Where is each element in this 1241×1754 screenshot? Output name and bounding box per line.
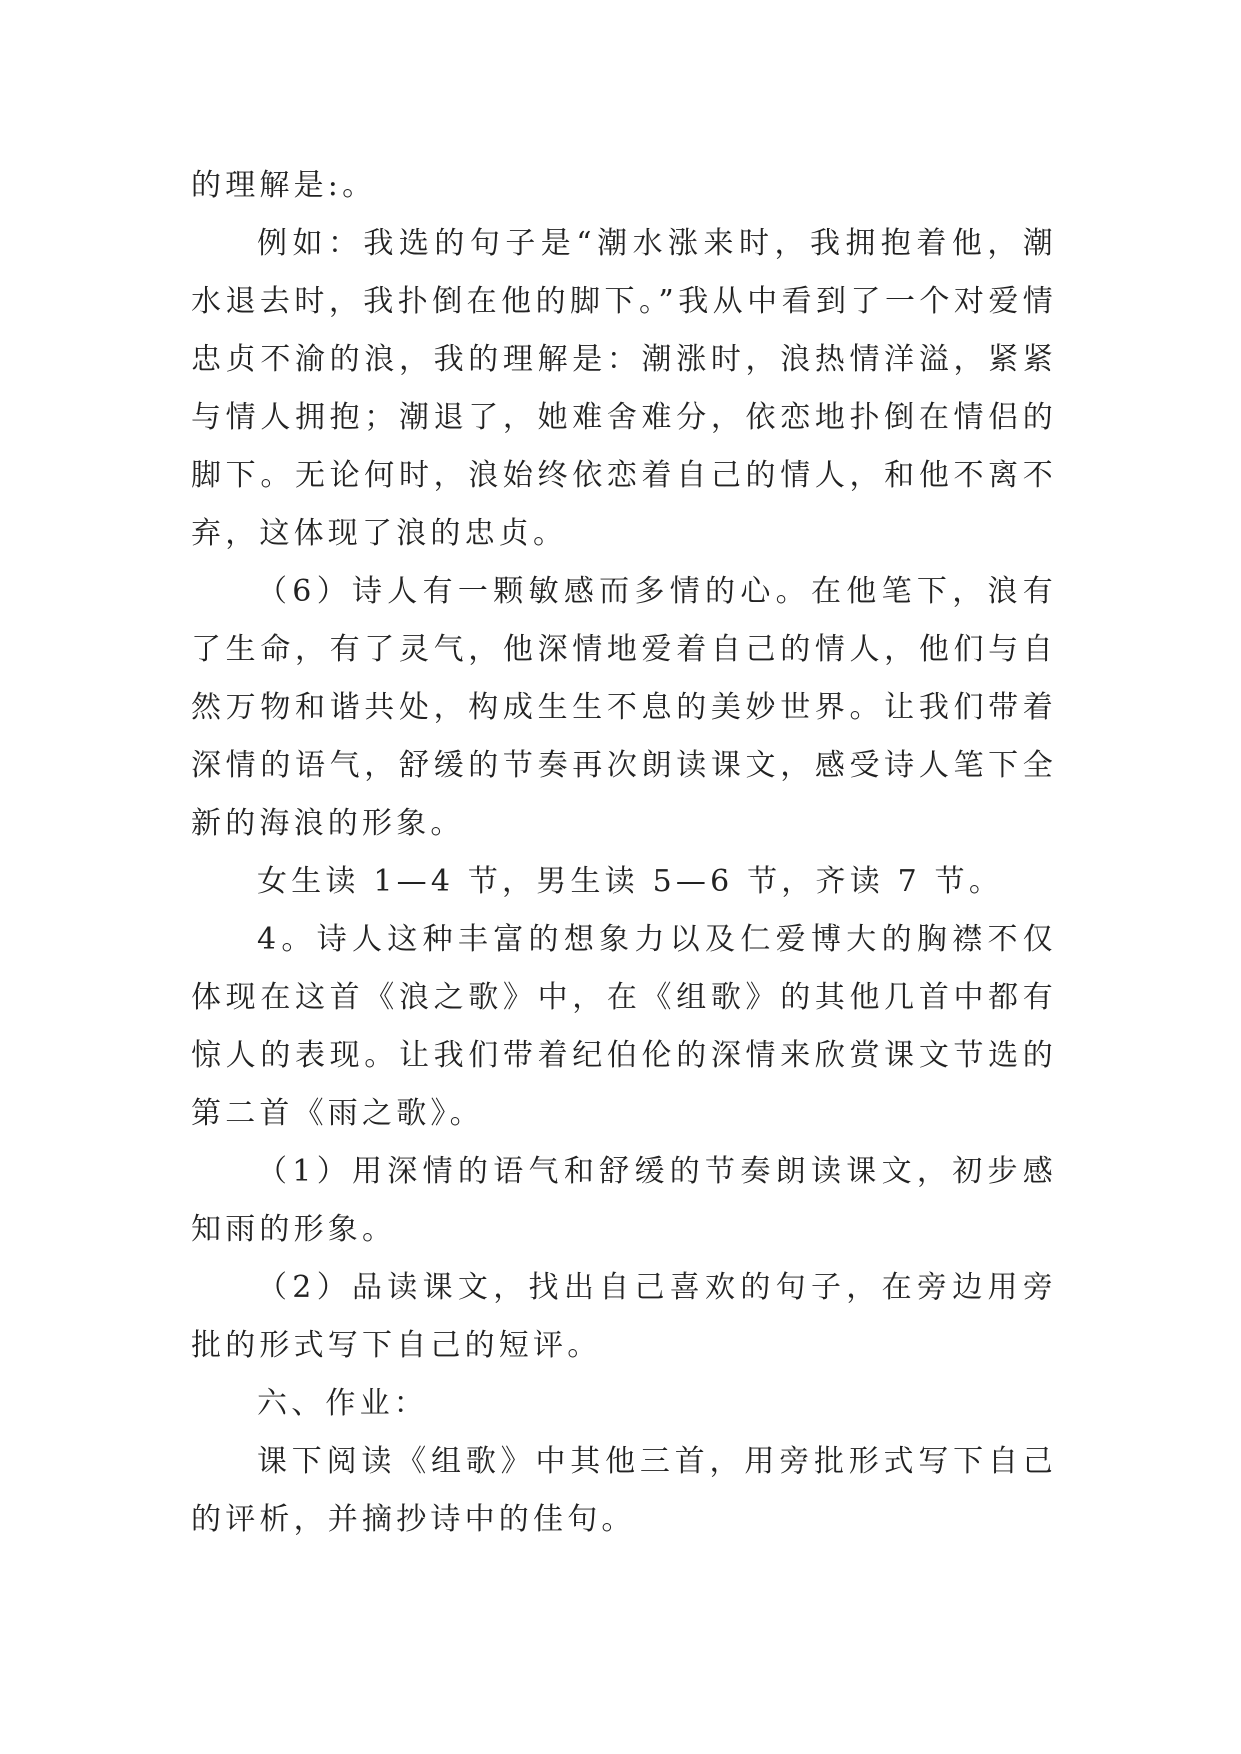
paragraph-7: （2）品读课文，找出自己喜欢的句子，在旁边用旁批的形式写下自己的短评。 xyxy=(191,1270,1057,1363)
paragraph-2: 例如：我选的句子是“潮水涨来时，我拥抱着他，潮水退去时，我扑倒在他的脚下。”我从中看到了一个对爱情忠贞不渝的浪，我的理解是：潮涨时，浪热情洋溢，紧紧与情人拥抱；潮退了，她难舍难分，依恋地扑倒在情侣的脚下。无论何时，浪始终依恋着自己的情人，和他不离不弃，这体现了浪的忠贞。 xyxy=(191,226,1057,551)
paragraph-6: （1）用深情的语气和舒缓的节奏朗读课文，初步感知雨的形象。 xyxy=(191,1154,1057,1247)
section-heading-homework: 六、作业： xyxy=(257,1386,428,1421)
paragraph-9: 课下阅读《组歌》中其他三首，用旁批形式写下自己的评析，并摘抄诗中的佳句。 xyxy=(191,1444,1057,1537)
paragraph-4: 女生读 1—4 节，男生读 5—6 节，齐读 7 节。 xyxy=(257,864,1004,899)
document-body xyxy=(191,157,1057,1549)
paragraph-1: 的理解是:。 xyxy=(191,168,377,203)
paragraph-5: 4。诗人这种丰富的想象力以及仁爱博大的胸襟不仅体现在这首《浪之歌》中，在《组歌》的其他几首中都有惊人的表现。让我们带着纪伯伦的深情来欣赏课文节选的第二首《雨之歌》。 xyxy=(191,922,1057,1131)
paragraph-3: （6）诗人有一颗敏感而多情的心。在他笔下，浪有了生命，有了灵气，他深情地爱着自己的情人，他们与自然万物和谐共处，构成生生不息的美妙世界。让我们带着深情的语气，舒缓的节奏再次朗读课文，感受诗人笔下全新的海浪的形象。 xyxy=(191,574,1057,841)
